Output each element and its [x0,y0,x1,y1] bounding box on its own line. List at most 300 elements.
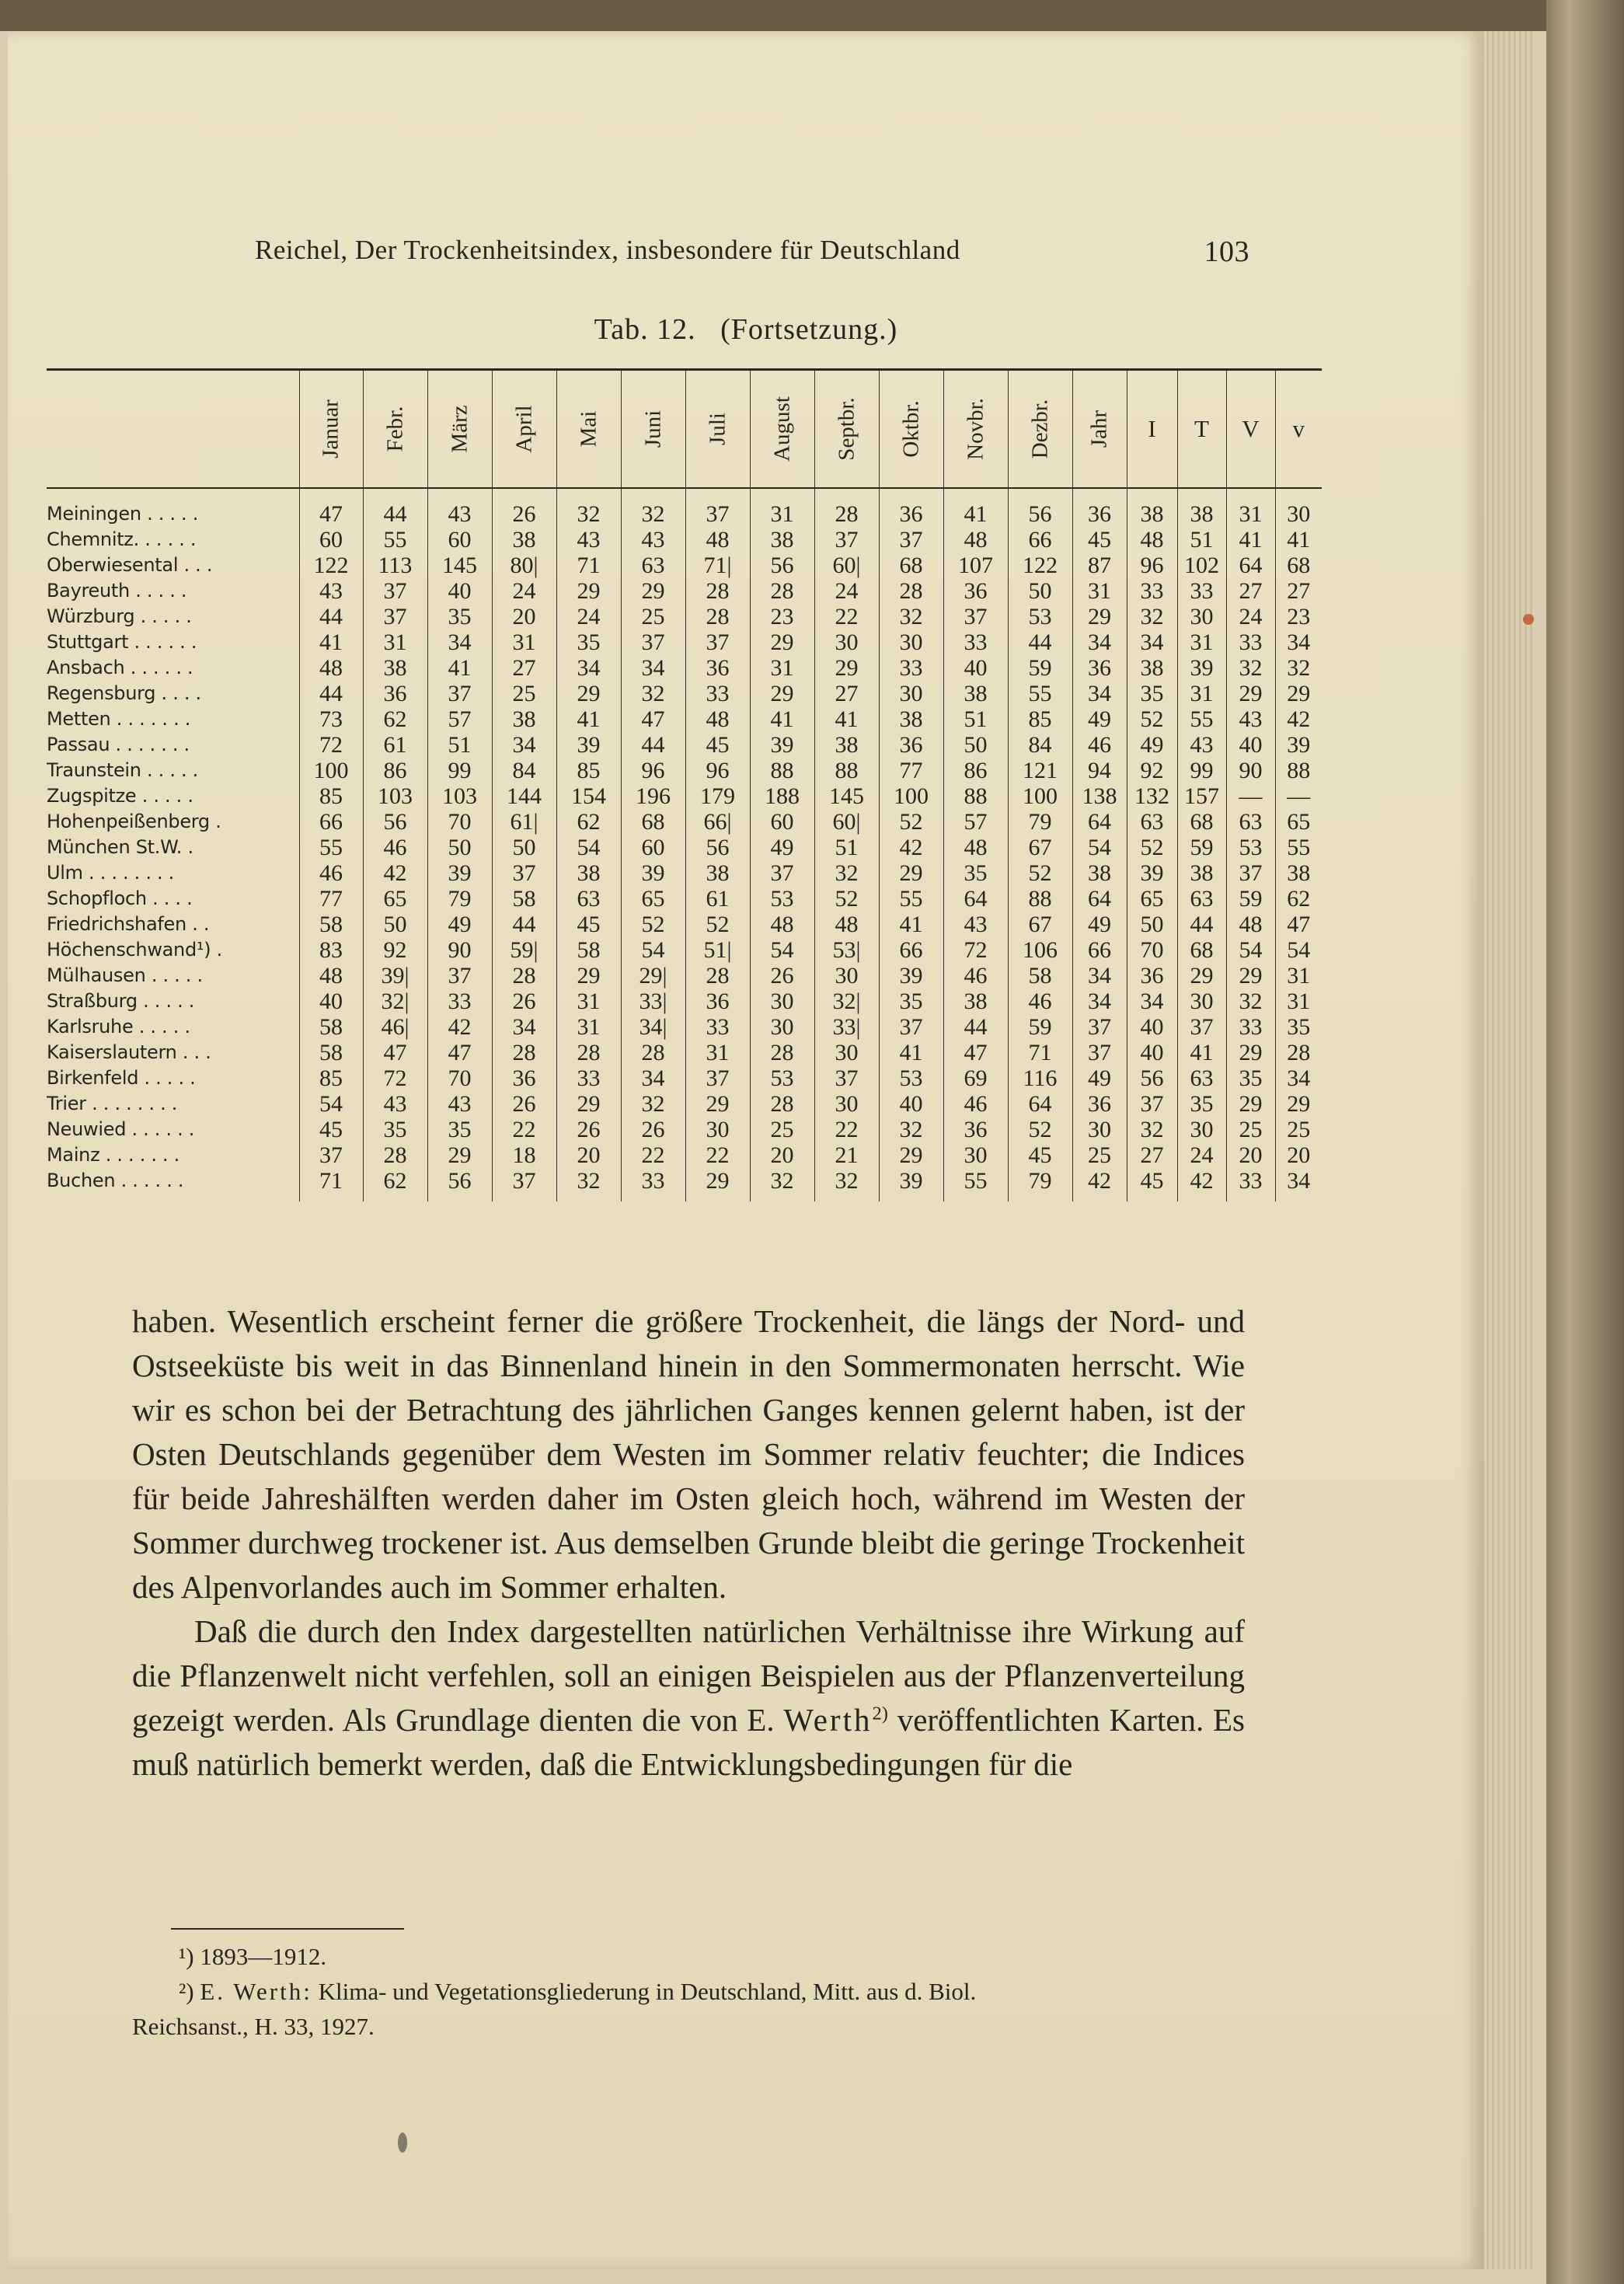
table-row [47,629,1322,655]
table-cell: 40 [1127,1014,1177,1040]
table-cell: 32| [363,989,427,1014]
table-cell: 39 [556,732,621,758]
table-cell: 96 [621,758,685,783]
table-cell: 32 [814,1168,879,1201]
table-cell: 66 [1008,527,1072,553]
table-cell: 34 [1072,681,1127,706]
table-cell: 52 [1127,706,1177,732]
table-cell: 31 [1177,629,1226,655]
table-cell: 29 [556,963,621,989]
table-cell: 44 [1008,629,1072,655]
table-cell: 58 [492,886,556,912]
table-cell: 90 [427,937,492,963]
table-row [47,1040,1322,1065]
table-cell: 34 [1275,629,1322,655]
column-header [492,370,556,489]
table-cell: 66| [685,809,750,835]
table-cell: 32 [1127,1117,1177,1142]
table-cell: 35 [879,989,943,1014]
table-cell: 44 [299,681,363,706]
column-header [299,370,363,489]
table-cell: 30 [814,629,879,655]
table-cell: 22 [621,1142,685,1168]
table-cell: 32 [814,860,879,886]
table-cell: 36 [1127,963,1177,989]
table-row [47,604,1322,629]
station-name: Birkenfeld . . . . . [47,1067,196,1089]
table-cell: 32 [1275,655,1322,681]
table-cell: 26 [492,488,556,527]
table-cell: 58 [1008,963,1072,989]
running-title: Reichel, Der Trockenheitsindex, insbesondere für Deutschland [255,235,960,265]
table-cell: 41 [943,488,1008,527]
table-cell: 144 [492,783,556,809]
table-cell: 46 [1072,732,1127,758]
table-cell: 28 [750,578,814,604]
table-cell: 57 [943,809,1008,835]
table-cell: 32 [750,1168,814,1201]
table-cell: 52 [879,809,943,835]
table-cell: 30 [814,1091,879,1117]
table-cell: 63 [556,886,621,912]
table-cell: 52 [1008,860,1072,886]
table-cell: 52 [1008,1117,1072,1142]
table-row [47,1142,1322,1168]
table-cell: 157 [1177,783,1226,809]
table-cell: 31 [1226,488,1275,527]
table-cell: 85 [556,758,621,783]
table-cell: 37 [363,604,427,629]
table-cell: 24 [1177,1142,1226,1168]
table-cell: 44 [621,732,685,758]
table-cell: 33 [879,655,943,681]
table-cell: 87 [1072,553,1127,578]
table-cell: 26 [492,989,556,1014]
table-cell: 29 [1226,1091,1275,1117]
table-cell: 28 [685,578,750,604]
table-cell: 24 [556,604,621,629]
table-cell: 47 [1275,912,1322,937]
table-cell: 48 [685,706,750,732]
table-cell: 61 [363,732,427,758]
column-header-label: Juni [640,410,665,448]
table-cell: 27 [1275,578,1322,604]
table-cell: 47 [427,1040,492,1065]
table-cell: 63 [1177,886,1226,912]
table-cell: 24 [492,578,556,604]
table-cell: 62 [363,706,427,732]
table-cell: 39 [621,860,685,886]
column-header-label: Septbr. [834,397,859,461]
table-cell: 29 [879,1142,943,1168]
table-cell: 33| [814,1014,879,1040]
table-cell: 37 [814,1065,879,1091]
table-cell: 62 [1275,886,1322,912]
column-header-label: v [1292,415,1305,442]
station-column-header [47,370,299,489]
table-cell: 29 [1275,681,1322,706]
table-cell: 47 [621,706,685,732]
table-cell: 53 [879,1065,943,1091]
table-cell: 58 [299,1040,363,1065]
table-cell: 46 [363,835,427,860]
station-name: Hohenpeißenberg . [47,811,221,832]
table-cell: 36 [685,655,750,681]
table-cell: 85 [1008,706,1072,732]
table-cell: 31 [556,989,621,1014]
table-cell: 25 [1275,1117,1322,1142]
table-cell: 32 [1127,604,1177,629]
table-cell: 26 [492,1091,556,1117]
table-cell: 25 [750,1117,814,1142]
table-cell: 77 [299,886,363,912]
table-cell: 55 [363,527,427,553]
table-cell: 24 [1226,604,1275,629]
table-cell: 31 [1275,963,1322,989]
table-cell: 34 [1072,963,1127,989]
footnote-1 [132,1939,1245,1974]
table-cell: 71 [299,1168,363,1201]
footnote-divider [171,1928,404,1930]
table-cell: 54 [556,835,621,860]
table-cell: 30 [1275,488,1322,527]
table-row [47,1014,1322,1040]
table-cell: 41 [750,706,814,732]
table-cell: 154 [556,783,621,809]
table-cell: 196 [621,783,685,809]
table-cell: 38 [1177,488,1226,527]
table-cell: 51 [814,835,879,860]
table-cell: 49 [1072,912,1127,937]
table-cell: 84 [1008,732,1072,758]
table-cell: 55 [1008,681,1072,706]
table-cell: 34 [1275,1065,1322,1091]
table-cell: 70 [427,1065,492,1091]
table-cell: 73 [299,706,363,732]
table-cell: 33 [1127,578,1177,604]
table-cell: 56 [1008,488,1072,527]
table-cell: 32 [621,488,685,527]
table-cell: 29 [685,1168,750,1201]
table-row [47,1168,1322,1201]
table-cell: 37 [879,527,943,553]
table-cell: 44 [363,488,427,527]
table-cell: 37 [1072,1040,1127,1065]
table-cell: 30 [685,1117,750,1142]
table-cell: 43 [1226,706,1275,732]
table-cell: 45 [1008,1142,1072,1168]
column-header [1008,370,1072,489]
table-cell: 43 [1177,732,1226,758]
table-cell: 39 [879,1168,943,1201]
table-cell: 37 [427,681,492,706]
table-cell: 66 [1072,937,1127,963]
table-cell: 43 [299,578,363,604]
table-cell: 29 [750,681,814,706]
table-cell: 46| [363,1014,427,1040]
table-cell: 71 [556,553,621,578]
table-cell: 45 [1127,1168,1177,1201]
table-cell: 34 [492,1014,556,1040]
table-cell: 22 [814,604,879,629]
table-row [47,963,1322,989]
table-cell: 29 [621,578,685,604]
table-cell: 41 [1226,527,1275,553]
table-cell: 32 [621,1091,685,1117]
table-cell: 37 [1177,1014,1226,1040]
table-cell: 41 [427,655,492,681]
table-cell: 96 [685,758,750,783]
table-row [47,578,1322,604]
table-cell: 50 [943,732,1008,758]
table-cell: 41 [299,629,363,655]
table-cell: 48 [299,963,363,989]
table-cell: 31 [1275,989,1322,1014]
table-cell: 100 [1008,783,1072,809]
table-cell: 37 [492,1168,556,1201]
table-cell: 55 [299,835,363,860]
table-cell: 38 [943,989,1008,1014]
table-cell: 60 [299,527,363,553]
column-header-label: August [769,396,794,462]
table-cell: 40 [879,1091,943,1117]
table-cell: 33 [1226,629,1275,655]
table-cell: 29 [1226,681,1275,706]
table-cell: 26 [750,963,814,989]
table-cell: 39 [750,732,814,758]
table-cell: 54 [750,937,814,963]
table-cell: 63 [1127,809,1177,835]
paragraph-1: haben. Wesentlich erscheint ferner die größere Trockenheit, die längs der Nord- und Ostseeküste bis weit in das Binnenland hinein in den Sommermonaten herrscht. Wie wir es schon bei der Betrachtung des jährlichen Ganges kennen gelernt haben, ist der Osten Deutschlands gegenüber dem Westen im Sommer relativ feuchter; die Indices für beide Jahreshälften werden daher im Osten gleich hoch, während im Westen der Sommer durchweg trockener ist. Aus demselben Grunde bleibt die geringe Trockenheit des Alpenvorlandes auch im Sommer erhalten. [132,1303,1245,1605]
station-name: Passau . . . . . . . [47,734,190,755]
table-row [47,1091,1322,1117]
table-cell: 44 [492,912,556,937]
table-cell: 71| [685,553,750,578]
table-cell: 43 [621,527,685,553]
table-cell: 28 [556,1040,621,1065]
table-cell: 60| [814,809,879,835]
book-cover-top [0,0,1624,31]
table-cell: 86 [363,758,427,783]
table-cell: 52 [685,912,750,937]
column-header-label: V [1242,415,1260,442]
table-cell: 59 [1008,1014,1072,1040]
station-name: Bayreuth . . . . . [47,580,187,602]
table-cell: 68 [1275,553,1322,578]
table-cell: 38 [492,706,556,732]
station-name: Traunstein . . . . . [47,759,198,781]
table-cell: 49 [427,912,492,937]
table-cell: 48 [814,912,879,937]
table-row [47,758,1322,783]
table-cell: 85 [299,1065,363,1091]
table-row [47,989,1322,1014]
column-header [879,370,943,489]
table-cell: 38 [1275,860,1322,886]
table-cell: 56 [750,553,814,578]
table-cell: 26 [556,1117,621,1142]
table-cell: 50 [1008,578,1072,604]
table-cell: 45 [556,912,621,937]
table-cell: 62 [363,1168,427,1201]
table-cell: 37 [427,963,492,989]
table-cell: 45 [299,1117,363,1142]
table-cell: 50 [492,835,556,860]
table-cell: 41 [1177,1040,1226,1065]
station-name: Chemnitz. . . . . . [47,528,197,550]
table-cell: 37 [1072,1014,1127,1040]
table-cell: 39 [1275,732,1322,758]
table-row [47,860,1322,886]
station-name: Friedrichshafen . . [47,913,210,935]
table-cell: 179 [685,783,750,809]
table-cell: 42 [1072,1168,1127,1201]
table-cell: 116 [1008,1065,1072,1091]
table-cell: 40 [1127,1040,1177,1065]
ink-smudge [398,2132,407,2153]
table-cell: 46 [943,1091,1008,1117]
table-cell: 66 [879,937,943,963]
table-cell: 46 [299,860,363,886]
station-name: Karlsruhe . . . . . [47,1016,190,1037]
column-header-label: Mai [576,410,601,448]
table-cell: 49 [750,835,814,860]
table-cell: 34 [621,1065,685,1091]
table-cell: 36 [879,488,943,527]
table-cell: 55 [943,1168,1008,1201]
table-cell: 42 [1275,706,1322,732]
table-cell: 80| [492,553,556,578]
table-cell: 61 [685,886,750,912]
column-header-label: Novbr. [963,398,988,460]
table-cell: 31 [685,1040,750,1065]
table-cell: 34 [1072,989,1127,1014]
table-cell: 72 [943,937,1008,963]
column-header-label: Oktbr. [898,400,923,458]
table-cell: 39 [879,963,943,989]
table-cell: 27 [1226,578,1275,604]
table-cell: 65 [1127,886,1177,912]
table-cell: 35 [1177,1091,1226,1117]
table-cell: 43 [427,1091,492,1117]
table-cell: 30 [1177,1117,1226,1142]
table-cell: 132 [1127,783,1177,809]
table-cell: 29 [879,860,943,886]
column-header [1275,370,1322,489]
table-cell: 36 [492,1065,556,1091]
table-row [47,527,1322,553]
table-cell: 122 [1008,553,1072,578]
table-cell: 46 [1008,989,1072,1014]
table-cell: 188 [750,783,814,809]
table-cell: 30 [750,989,814,1014]
table-cell: 37 [879,1014,943,1040]
table-cell: 88 [750,758,814,783]
table-cell: 41 [879,1040,943,1065]
station-name: Buchen . . . . . . [47,1170,184,1191]
table-cell: 83 [299,937,363,963]
author-name: Werth [783,1702,873,1738]
table-cell: 28 [685,963,750,989]
table-cell: 47 [299,488,363,527]
table-cell: 29 [556,681,621,706]
table-cell: 68 [1177,937,1226,963]
table-cell: 32 [621,681,685,706]
table-cell: 41 [879,912,943,937]
table-cell: 55 [1177,706,1226,732]
table-cell: 37 [492,860,556,886]
table-cell: 20 [492,604,556,629]
table-cell: 44 [943,1014,1008,1040]
table-cell: 57 [427,706,492,732]
column-header-label: Dezbr. [1027,399,1052,459]
footnote-1-text: 1893—1912. [200,1943,327,1970]
table-cell: 103 [363,783,427,809]
column-header [1226,370,1275,489]
table-cell: 48 [943,835,1008,860]
column-header-label: I [1148,415,1156,442]
table-cell: 40 [943,655,1008,681]
table-cell: 46 [943,963,1008,989]
table-cell: 42 [363,860,427,886]
table-cell: 70 [1127,937,1177,963]
table-cell: 64 [1008,1091,1072,1117]
table-cell: 138 [1072,783,1127,809]
table-cell: 106 [1008,937,1072,963]
table-cell: 38 [1127,655,1177,681]
table-cell: 36 [943,1117,1008,1142]
table-cell: 66 [299,809,363,835]
table-cell: 51| [685,937,750,963]
footnote-2-text: Klima- und Vegetationsgliederung in Deutschland, Mitt. aus d. Biol. [318,1978,977,2005]
table-cell: 64 [1226,553,1275,578]
table-cell: 59 [1177,835,1226,860]
table-cell: 21 [814,1142,879,1168]
paragraph-2 [132,1609,1245,1787]
station-name: Ulm . . . . . . . . [47,862,174,884]
table-cell: 102 [1177,553,1226,578]
table-cell: 32 [556,488,621,527]
station-name: Oberwiesental . . . [47,554,213,576]
table-cell: 88 [1008,886,1072,912]
table-cell: 32| [814,989,879,1014]
table-cell: 29 [427,1142,492,1168]
table-row [47,886,1322,912]
table-cell: 31 [750,488,814,527]
table-cell: 36 [685,989,750,1014]
table-cell: 34| [621,1014,685,1040]
table-cell: 39 [1177,655,1226,681]
table-cell: 54 [1072,835,1127,860]
table-cell: 68 [879,553,943,578]
table-cell: 22 [685,1142,750,1168]
table-cell: 25 [1072,1142,1127,1168]
table-cell: 60 [621,835,685,860]
table-cell: 32 [879,1117,943,1142]
station-name: Würzburg . . . . . [47,605,192,627]
table-cell: 33 [556,1065,621,1091]
table-cell: 55 [1275,835,1322,860]
table-cell: 43 [363,1091,427,1117]
table-cell: 30 [1072,1117,1127,1142]
table-row [47,655,1322,681]
table-cell: 32 [879,604,943,629]
table-cell: 38 [556,860,621,886]
table-cell: 37 [685,488,750,527]
table-cell: 35 [556,629,621,655]
footnotes [132,1939,1245,2044]
table-cell: 99 [1177,758,1226,783]
